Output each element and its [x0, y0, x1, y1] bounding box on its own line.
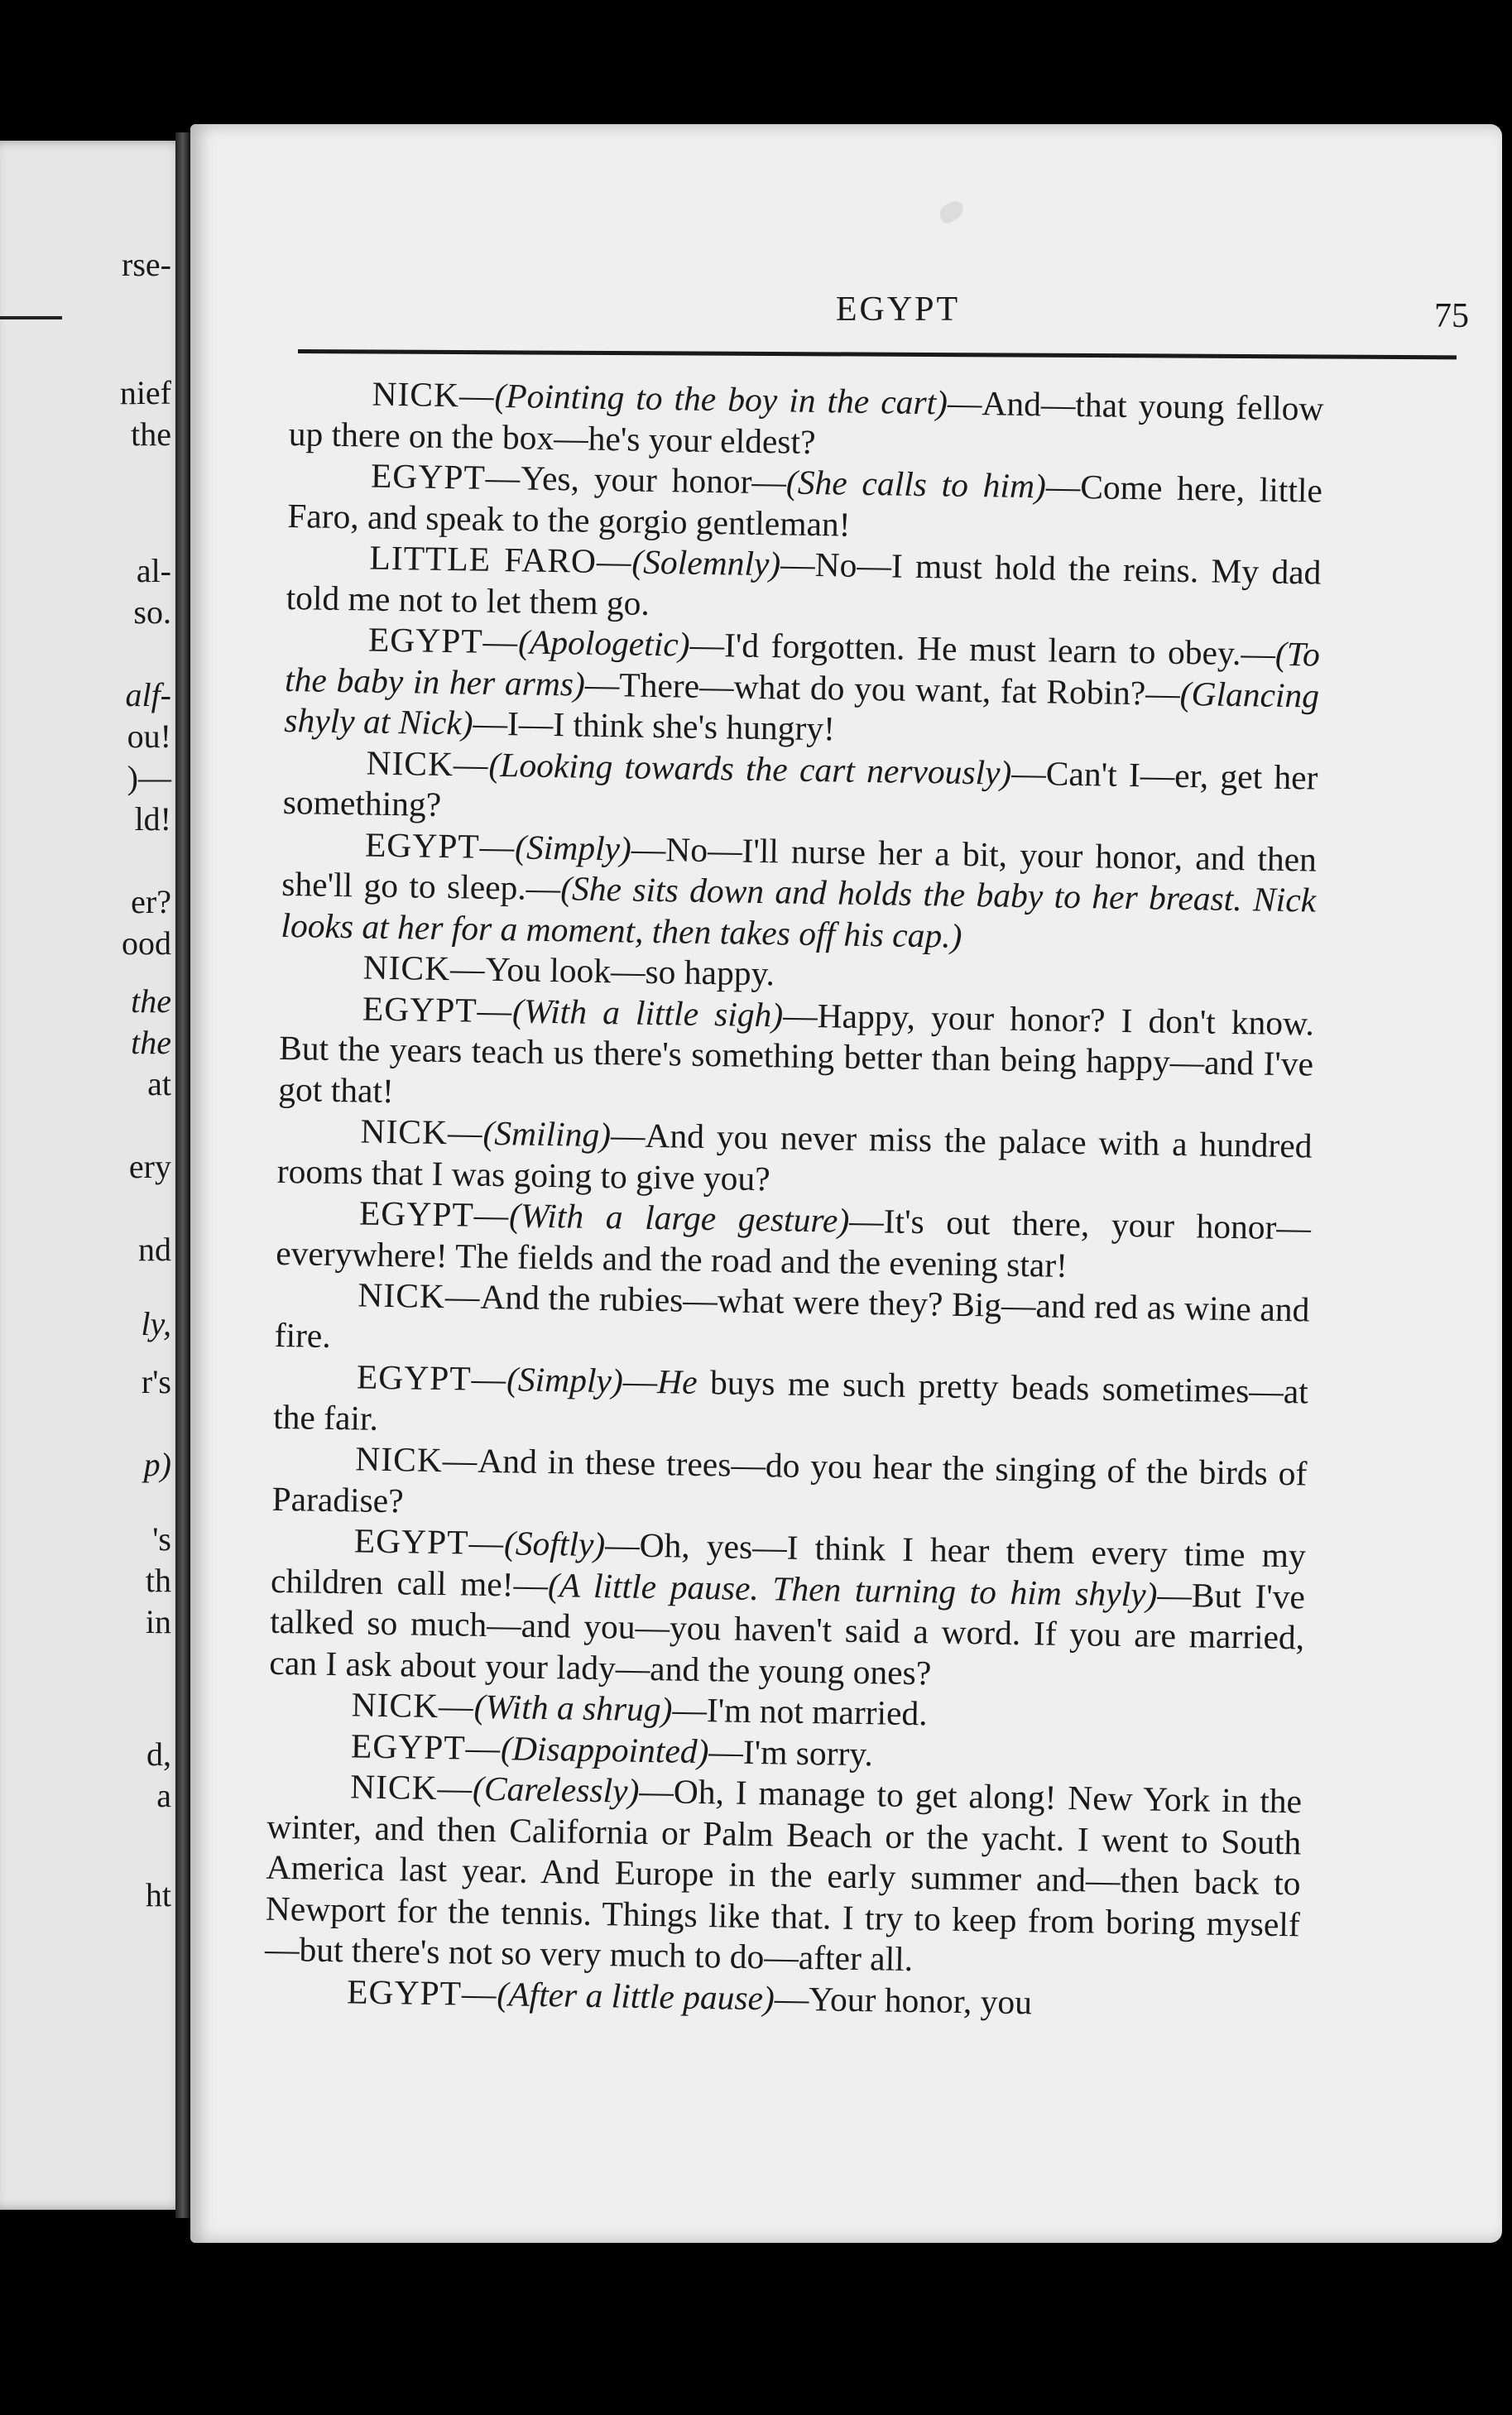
- speaker-name: EGYPT—: [346, 1971, 497, 2013]
- speaker-name: EGYPT—: [356, 1357, 507, 1399]
- speaker-name: NICK—: [355, 1439, 478, 1480]
- dialogue-text: —Oh, yes—I think I hear them every time my children call me!—: [270, 1525, 1307, 1604]
- dialogue-paragraph: [278, 987, 1314, 1126]
- previous-page-fragment: [0, 141, 186, 2210]
- speaker-name: NICK—: [358, 1275, 481, 1316]
- previous-page-line-fragment: the: [131, 982, 171, 1020]
- stage-direction: (With a shrug): [473, 1687, 673, 1729]
- stage-direction: (Simply): [506, 1360, 624, 1400]
- previous-page-line-fragment: ly,: [141, 1305, 171, 1342]
- dialogue-text: —Happy, your honor? I don't know. But the years teach us there's something better than being happy—and I've got that!: [278, 995, 1315, 1110]
- play-text: [264, 372, 1324, 2027]
- dialogue-paragraph: [269, 1520, 1306, 1700]
- dialogue-text: And in these trees—do you hear the singing of the birds of Paradise?: [271, 1441, 1308, 1520]
- dialogue-text: —It's out there, your honor—everywhere! The fields and the road and the evening star!: [275, 1201, 1312, 1284]
- dialogue-paragraph: [274, 1274, 1309, 1372]
- stage-direction: (Looking towards the cart nervously): [488, 745, 1012, 792]
- previous-page-line-fragment: p): [143, 1446, 171, 1483]
- previous-page-line-fragment: ery: [128, 1148, 171, 1185]
- dialogue-text: —Oh, I manage to get along! New York in the winter, and then California or Palm Beach or the yacht. I went to South America last year. And Europe in the early summer and—then back to Newport for the tennis. Things like that. I try to keep from boring myself—but there's not so very much to do—after all.: [264, 1771, 1303, 1979]
- book-gutter: [175, 132, 190, 2218]
- dialogue-paragraph: [265, 1765, 1303, 1986]
- dialogue-text: —And you never miss the palace with a hundred rooms that I was going to give you?: [276, 1116, 1313, 1198]
- previous-page-line-fragment: ht: [145, 1876, 171, 1913]
- previous-page-line-fragment: nief: [119, 374, 171, 411]
- speaker-name: EGYPT—: [364, 825, 516, 866]
- stage-direction: (To the baby in her arms): [284, 634, 1321, 703]
- dialogue-paragraph: [287, 454, 1322, 553]
- previous-page-line-fragment: rse-: [122, 246, 171, 283]
- dialogue-text: Yes, your honor—: [520, 459, 787, 502]
- dialogue-text: —Can't I—er, get her something?: [282, 753, 1318, 823]
- stage-direction: (She sits down and holds the baby to her breast. Nick looks at her for a moment, then takes off his cap.): [281, 869, 1317, 955]
- previous-page-line-fragment: al-: [136, 552, 171, 589]
- previous-page-line-fragment: er?: [131, 883, 171, 920]
- dialogue-paragraph: [288, 372, 1323, 471]
- previous-page-line-fragment: r's: [141, 1363, 171, 1400]
- previous-page-line-fragment: )—: [127, 759, 171, 796]
- running-title: EGYPT: [835, 290, 961, 329]
- speaker-name: EGYPT—: [362, 988, 513, 1030]
- stage-direction: (Apologetic): [517, 622, 690, 664]
- previous-page-header-rule: [0, 316, 62, 319]
- previous-page-line-fragment: 's: [152, 1520, 171, 1558]
- dialogue-text: And the rubies—what were they? Big—and red as wine and fire.: [274, 1277, 1310, 1355]
- book-page: [190, 124, 1502, 2243]
- dialogue-paragraph: [284, 618, 1320, 757]
- previous-page-line-fragment: the: [131, 415, 171, 453]
- dialogue-text: You look—so happy.: [485, 949, 775, 993]
- previous-page-line-fragment: ood: [122, 924, 171, 962]
- speaker-name: NICK—: [362, 948, 487, 988]
- previous-page-line-fragment: so.: [133, 593, 171, 631]
- speaker-name: NICK—: [366, 743, 489, 784]
- previous-page-line-fragment: alf-: [125, 676, 171, 713]
- previous-page-line-fragment: the: [131, 1024, 171, 1061]
- speaker-name: LITTLE FARO—: [369, 538, 632, 581]
- dialogue-text: —I'm not married.: [672, 1690, 929, 1733]
- previous-page-line-fragment: th: [145, 1562, 171, 1599]
- stage-direction: (With a large gesture): [508, 1196, 850, 1240]
- stage-direction: (Glancing shyly at Nick): [284, 674, 1320, 742]
- stage-direction: (Pointing to the boy in the cart): [494, 376, 948, 422]
- speaker-name: EGYPT—: [370, 456, 521, 497]
- stage-direction: (A little pause. Then turning to him shyly): [547, 1565, 1158, 1614]
- dialogue-text: —I'm sorry.: [708, 1731, 874, 1773]
- speaker-name: EGYPT—: [350, 1726, 502, 1767]
- previous-page-line-fragment: nd: [138, 1231, 171, 1268]
- dialogue-paragraph: [286, 536, 1321, 635]
- dialogue-text: —I—I think she's hungry!: [473, 703, 836, 748]
- header-rule: [298, 349, 1457, 359]
- stage-direction: (Disappointed): [500, 1728, 709, 1770]
- stage-direction: (With a little sigh): [511, 991, 784, 1034]
- previous-page-line-fragment: ld!: [134, 800, 171, 838]
- stage-direction: (Softly): [503, 1524, 606, 1564]
- stage-direction: He: [656, 1362, 698, 1401]
- dialogue-text: —No—I'll nurse her a bit, your honor, and then she'll go to sleep.—: [281, 829, 1318, 908]
- paper-speck: [937, 199, 967, 226]
- stage-direction: (Simply): [514, 827, 632, 868]
- page-header: [294, 290, 1502, 348]
- stage-direction: (Smiling): [482, 1113, 612, 1155]
- previous-page-line-fragment: in: [145, 1603, 171, 1640]
- dialogue-text: buys me such pretty beads sometimes—at the fair.: [272, 1362, 1309, 1438]
- dialogue-paragraph: [273, 1356, 1308, 1454]
- previous-page-line-fragment: ou!: [127, 718, 171, 755]
- dialogue-text: —No—I must hold the reins. My dad told me not to let them go.: [286, 545, 1322, 622]
- dialogue-paragraph: [271, 1438, 1307, 1536]
- page-number: 75: [1434, 297, 1469, 335]
- dialogue-text: —And—that young fellow up there on the box—he's your eldest?: [288, 383, 1324, 461]
- dialogue-text: —Your honor, you: [774, 1978, 1033, 2021]
- previous-page-line-fragment: a: [156, 1777, 171, 1814]
- stage-direction: (Solemnly): [631, 542, 781, 583]
- dialogue-text: —: [622, 1361, 658, 1401]
- previous-page-line-fragment: d,: [146, 1736, 171, 1773]
- dialogue-text: —I'd forgotten. He must learn to obey.—: [689, 625, 1276, 673]
- dialogue-paragraph: [276, 1192, 1311, 1290]
- speaker-name: EGYPT—: [353, 1521, 505, 1563]
- speaker-name: NICK—: [351, 1685, 475, 1726]
- previous-page-line-fragment: at: [147, 1065, 171, 1102]
- stage-direction: (Carelessly): [472, 1769, 640, 1810]
- speaker-name: EGYPT—: [358, 1193, 510, 1235]
- stage-direction: (After a little pause): [497, 1974, 775, 2017]
- dialogue-text: —Come here, little Faro, and speak to the gorgio gentleman!: [286, 467, 1323, 544]
- dialogue-paragraph: [281, 823, 1317, 962]
- stage-direction: (She calls to him): [785, 463, 1047, 506]
- dialogue-paragraph: [276, 1110, 1312, 1208]
- dialogue-text: —There—what do you want, fat Robin?—: [584, 665, 1181, 713]
- dialogue-paragraph: [282, 741, 1318, 839]
- dialogue-text: —But I've talked so much—and you—you haven't said a word. If you are married, can I ask about your lady—and the young ones?: [269, 1575, 1306, 1692]
- speaker-name: EGYPT—: [367, 620, 519, 661]
- speaker-name: NICK—: [360, 1111, 483, 1152]
- speaker-name: NICK—: [349, 1767, 473, 1808]
- speaker-name: NICK—: [372, 374, 495, 415]
